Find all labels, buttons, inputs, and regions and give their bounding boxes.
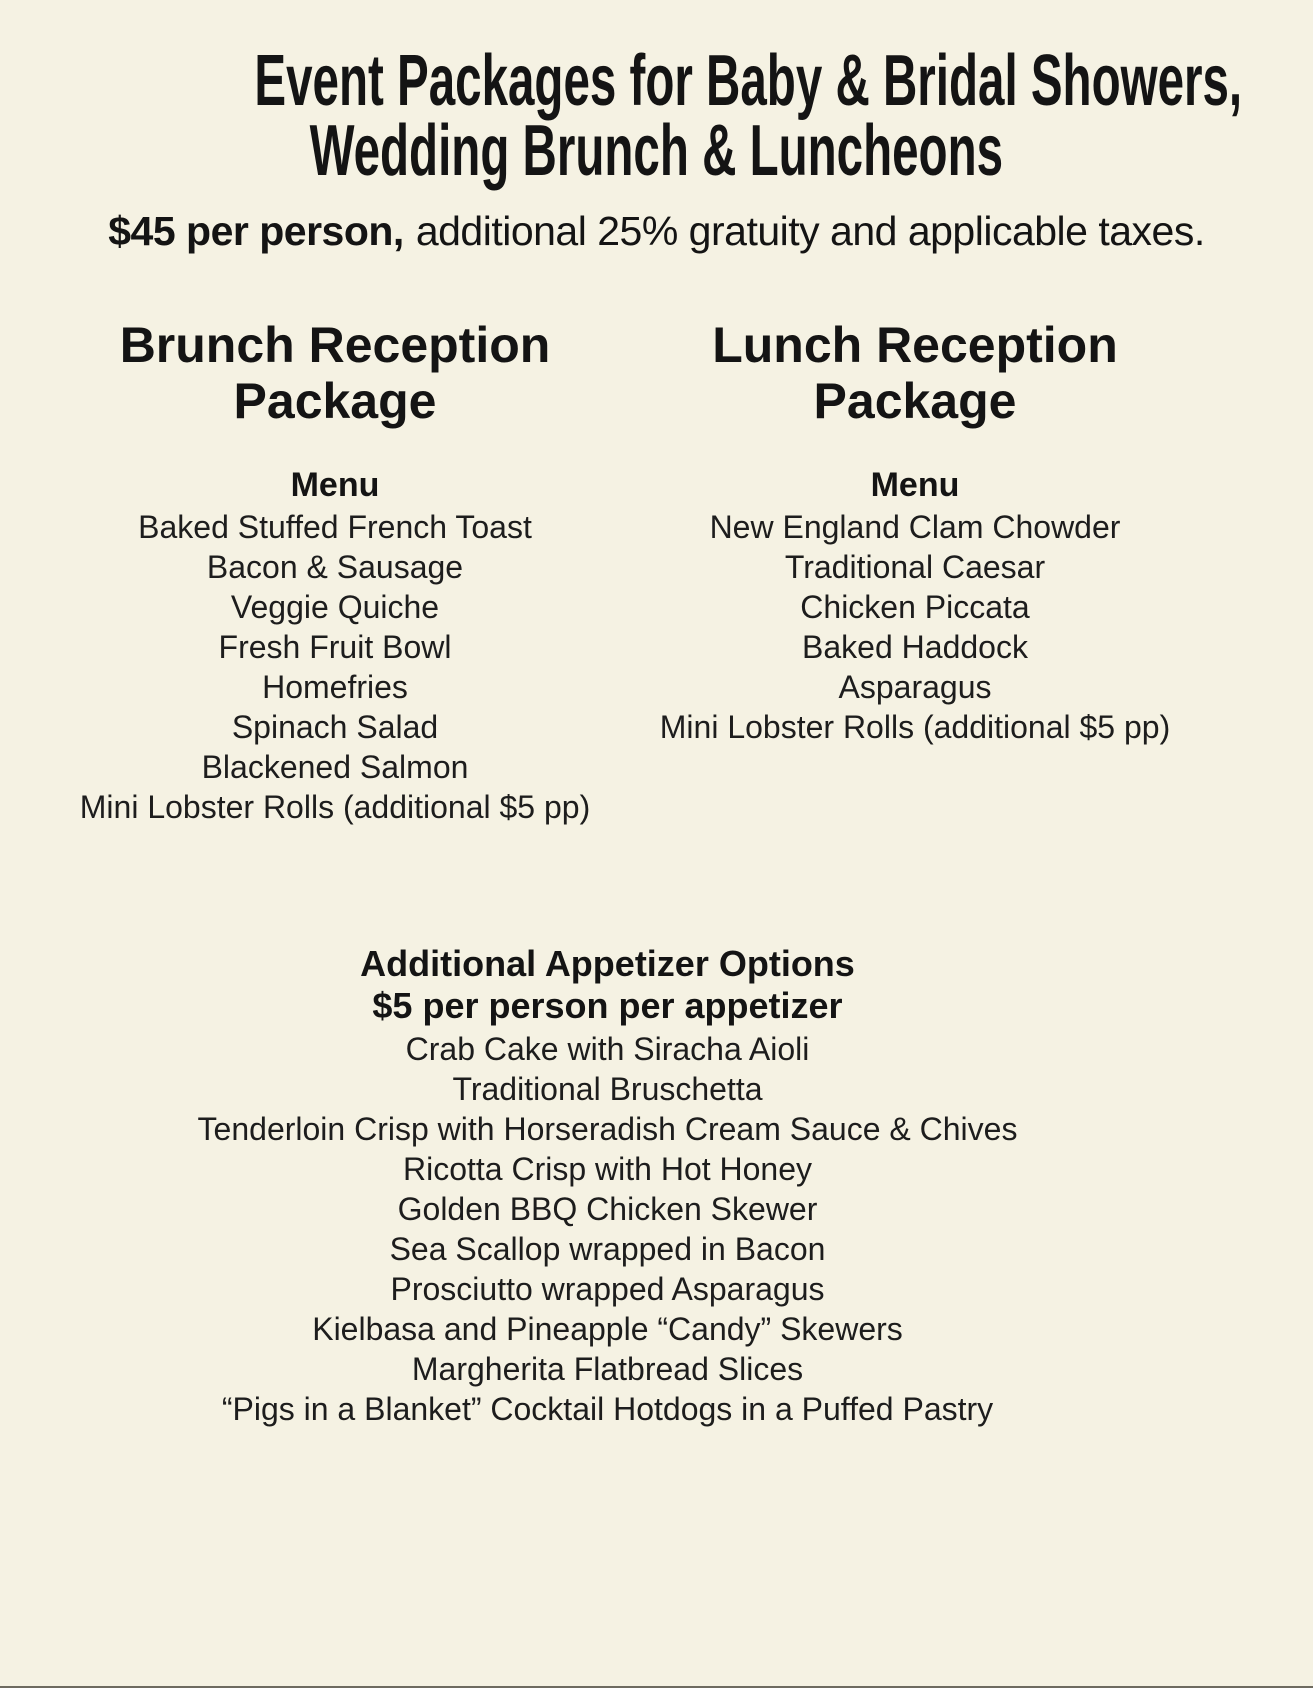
brunch-package-title — [35, 317, 635, 429]
lunch-package-column — [650, 317, 1180, 747]
menu-item: Chicken Piccata — [800, 589, 1030, 625]
price-note-detail: additional 25% gratuity and applicable taxes. — [415, 208, 1205, 254]
package-columns — [0, 317, 1313, 827]
menu-item: Baked Haddock — [802, 629, 1028, 665]
appetizer-item: Crab Cake with Siracha Aioli — [405, 1031, 810, 1067]
lunch-package-title-line-1: Lunch Reception — [712, 317, 1118, 373]
brunch-menu-heading: Menu — [290, 466, 380, 504]
menu-item: Asparagus — [838, 669, 992, 705]
price-note — [0, 208, 1313, 255]
appetizer-item: Golden BBQ Chicken Skewer — [397, 1191, 818, 1227]
page-title-line-1: Event Packages for Baby & Bridal Showers, — [254, 41, 1243, 121]
page-title — [0, 41, 1313, 191]
appetizer-item: Margherita Flatbread Slices — [411, 1351, 804, 1387]
brunch-menu-list — [35, 507, 635, 827]
appetizer-item: Ricotta Crisp with Hot Honey — [402, 1151, 813, 1187]
menu-item: Spinach Salad — [231, 709, 439, 745]
menu-item: Traditional Caesar — [784, 549, 1046, 585]
lunch-menu-heading: Menu — [870, 466, 960, 504]
brunch-package-column — [35, 317, 635, 827]
appetizer-item: Prosciutto wrapped Asparagus — [390, 1271, 825, 1307]
appetizer-section — [0, 943, 1264, 1429]
menu-item: Fresh Fruit Bowl — [218, 629, 452, 665]
lunch-package-title — [650, 317, 1180, 429]
brunch-package-title-line-1: Brunch Reception — [119, 317, 551, 373]
appetizer-item: Tenderloin Crisp with Horseradish Cream Sauce & Chives — [197, 1111, 1018, 1147]
appetizer-section-heading — [0, 943, 1264, 1027]
appetizer-heading-line-1: Additional Appetizer Options — [360, 943, 855, 984]
menu-item: Bacon & Sausage — [206, 549, 464, 585]
appetizer-list — [0, 1029, 1264, 1429]
menu-item: New England Clam Chowder — [709, 509, 1121, 545]
page-title-line-2: Wedding Brunch & Luncheons — [309, 111, 1004, 191]
brunch-package-title-line-2: Package — [233, 373, 437, 429]
menu-item: Veggie Quiche — [230, 589, 440, 625]
appetizer-item: Sea Scallop wrapped in Bacon — [389, 1231, 826, 1267]
appetizer-heading-line-2: $5 per person per appetizer — [372, 985, 843, 1026]
appetizer-item: Traditional Bruschetta — [452, 1071, 763, 1107]
menu-item: Homefries — [262, 669, 408, 705]
lunch-package-title-line-2: Package — [813, 373, 1017, 429]
menu-item: Mini Lobster Rolls (additional $5 pp) — [659, 709, 1171, 745]
appetizer-item: “Pigs in a Blanket” Cocktail Hotdogs in a Puffed Pastry — [221, 1391, 994, 1427]
menu-item: Blackened Salmon — [201, 749, 469, 785]
menu-item: Baked Stuffed French Toast — [138, 509, 532, 545]
appetizer-item: Kielbasa and Pineapple “Candy” Skewers — [312, 1311, 903, 1347]
lunch-menu-list — [650, 507, 1180, 747]
price-note-amount: $45 per person, — [108, 208, 404, 254]
menu-item: Mini Lobster Rolls (additional $5 pp) — [79, 789, 591, 825]
